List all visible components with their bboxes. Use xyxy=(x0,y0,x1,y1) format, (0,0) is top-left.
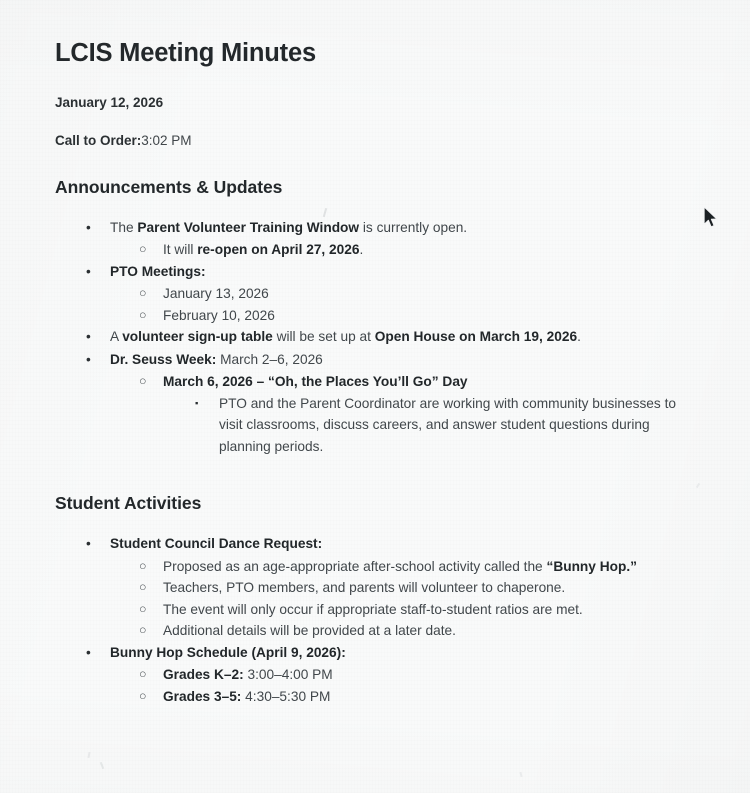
bullet-filled-round-icon: • xyxy=(86,329,91,345)
text-plain: . xyxy=(359,242,364,258)
text-emphasis: Grades K–2: xyxy=(163,667,244,683)
text-plain: A xyxy=(110,329,123,345)
list-item-text xyxy=(163,371,695,393)
list-item-level-2 xyxy=(55,577,695,599)
bullet-filled-round-icon: • xyxy=(86,644,91,660)
text-emphasis: Bunny Hop Schedule (April 9, 2026): xyxy=(110,644,346,660)
meeting-date: January 12, 2026 xyxy=(55,94,164,110)
call-to-order-time: 3:02 PM xyxy=(141,132,192,148)
bullet-hollow-circle-icon: ○ xyxy=(139,374,147,389)
list-item-level-2 xyxy=(55,599,695,621)
list-item-level-2 xyxy=(55,283,695,305)
list-item-level-2 xyxy=(55,239,695,261)
call-to-order-label: Call to Order: xyxy=(55,132,142,148)
bullet-hollow-circle-icon: ○ xyxy=(139,580,147,595)
text-plain: will be set up at xyxy=(272,329,375,345)
list-item-level-2 xyxy=(55,620,695,642)
list-item-level-1 xyxy=(55,533,695,555)
list-item-level-1 xyxy=(55,349,695,371)
bullet-hollow-circle-icon: ○ xyxy=(139,286,147,301)
scan-artifact xyxy=(519,772,522,777)
text-emphasis: Student Council Dance Request: xyxy=(110,536,323,552)
list-item-level-2 xyxy=(55,305,695,327)
list-item-level-1 xyxy=(55,326,695,348)
text-plain: Proposed as an age-appropriate after-school activity called the xyxy=(163,558,547,574)
bullet-hollow-circle-icon: ○ xyxy=(139,623,147,638)
text-plain: February 10, 2026 xyxy=(163,307,275,323)
text-plain: Additional details will be provided at a later date. xyxy=(163,623,456,639)
call-to-order-line xyxy=(55,110,695,148)
mouse-cursor-icon xyxy=(703,206,720,230)
text-plain: The event will only occur if appropriate staff-to-student ratios are met. xyxy=(163,601,583,617)
document-content xyxy=(55,0,695,707)
text-emphasis: March 6, 2026 – “Oh, the Places You’ll Go” Day xyxy=(163,374,468,390)
text-plain: PTO and the Parent Coordinator are working with community businesses to visit classrooms, discuss careers, and answer student questions during planning periods. xyxy=(219,395,676,454)
bullet-filled-round-icon: • xyxy=(86,263,91,279)
bullet-filled-round-icon: • xyxy=(86,219,91,235)
list-item-text xyxy=(163,620,695,642)
text-emphasis: Parent Volunteer Training Window xyxy=(137,219,360,235)
bullet-filled-round-icon: • xyxy=(86,536,91,552)
list-student-activities xyxy=(55,514,695,707)
list-item-text xyxy=(110,261,695,283)
list-item-text xyxy=(163,556,691,578)
list-item-text xyxy=(163,283,695,305)
bullet-hollow-circle-icon: ○ xyxy=(139,307,147,322)
list-item-level-1 xyxy=(55,642,695,664)
text-plain: March 2–6, 2026 xyxy=(216,351,323,367)
list-item-text xyxy=(110,533,695,555)
list-item-text xyxy=(163,239,695,261)
section-heading-announcements: Announcements & Updates xyxy=(55,176,283,197)
list-item-text xyxy=(163,599,695,621)
list-announcements xyxy=(55,198,695,458)
list-item-text xyxy=(163,305,695,327)
list-item-level-2 xyxy=(55,686,695,708)
text-emphasis: Open House on March 19, 2026 xyxy=(374,329,578,345)
bullet-hollow-circle-icon: ○ xyxy=(139,242,147,257)
list-item-text xyxy=(163,577,695,599)
bullet-hollow-circle-icon: ○ xyxy=(139,667,147,682)
text-plain: The xyxy=(110,219,138,235)
bullet-hollow-circle-icon: ○ xyxy=(139,558,147,573)
list-item-level-2 xyxy=(55,556,695,578)
list-item-text xyxy=(219,393,689,458)
text-emphasis: PTO Meetings: xyxy=(110,263,206,279)
text-emphasis: volunteer sign-up table xyxy=(122,329,273,345)
bullet-hollow-circle-icon: ○ xyxy=(139,601,147,616)
text-emphasis: “Bunny Hop.” xyxy=(546,558,637,574)
list-item-text xyxy=(163,664,695,686)
scan-artifact xyxy=(87,752,90,758)
bullet-filled-square-icon: ▪ xyxy=(195,397,199,409)
text-emphasis: Grades 3–5: xyxy=(163,688,242,704)
list-item-level-2 xyxy=(55,371,695,393)
list-item-level-3 xyxy=(55,393,695,458)
section-heading-student-activities: Student Activities xyxy=(55,493,202,514)
page-title: LCIS Meeting Minutes xyxy=(55,39,316,67)
text-emphasis: Dr. Seuss Week: xyxy=(110,351,217,367)
text-plain: 4:30–5:30 PM xyxy=(241,688,331,704)
text-plain: Teachers, PTO members, and parents will volunteer to chaperone. xyxy=(163,580,566,596)
list-item-text xyxy=(110,217,695,239)
scan-artifact xyxy=(696,483,700,488)
text-plain: is currently open. xyxy=(359,219,468,235)
text-plain: January 13, 2026 xyxy=(163,286,269,302)
list-item-level-1 xyxy=(55,217,695,239)
text-emphasis: re-open on April 27, 2026 xyxy=(197,242,360,258)
list-item-text xyxy=(110,642,695,664)
text-plain: . xyxy=(577,329,581,345)
bullet-filled-round-icon: • xyxy=(86,351,91,367)
text-plain: 3:00–4:00 PM xyxy=(243,667,333,683)
list-item-text xyxy=(110,349,695,371)
list-item-level-2 xyxy=(55,664,695,686)
text-plain: It will xyxy=(163,242,198,258)
scan-artifact xyxy=(100,762,104,769)
list-item-level-1 xyxy=(55,261,695,283)
list-item-text xyxy=(110,326,695,348)
list-item-text xyxy=(163,686,695,708)
bullet-hollow-circle-icon: ○ xyxy=(139,688,147,703)
